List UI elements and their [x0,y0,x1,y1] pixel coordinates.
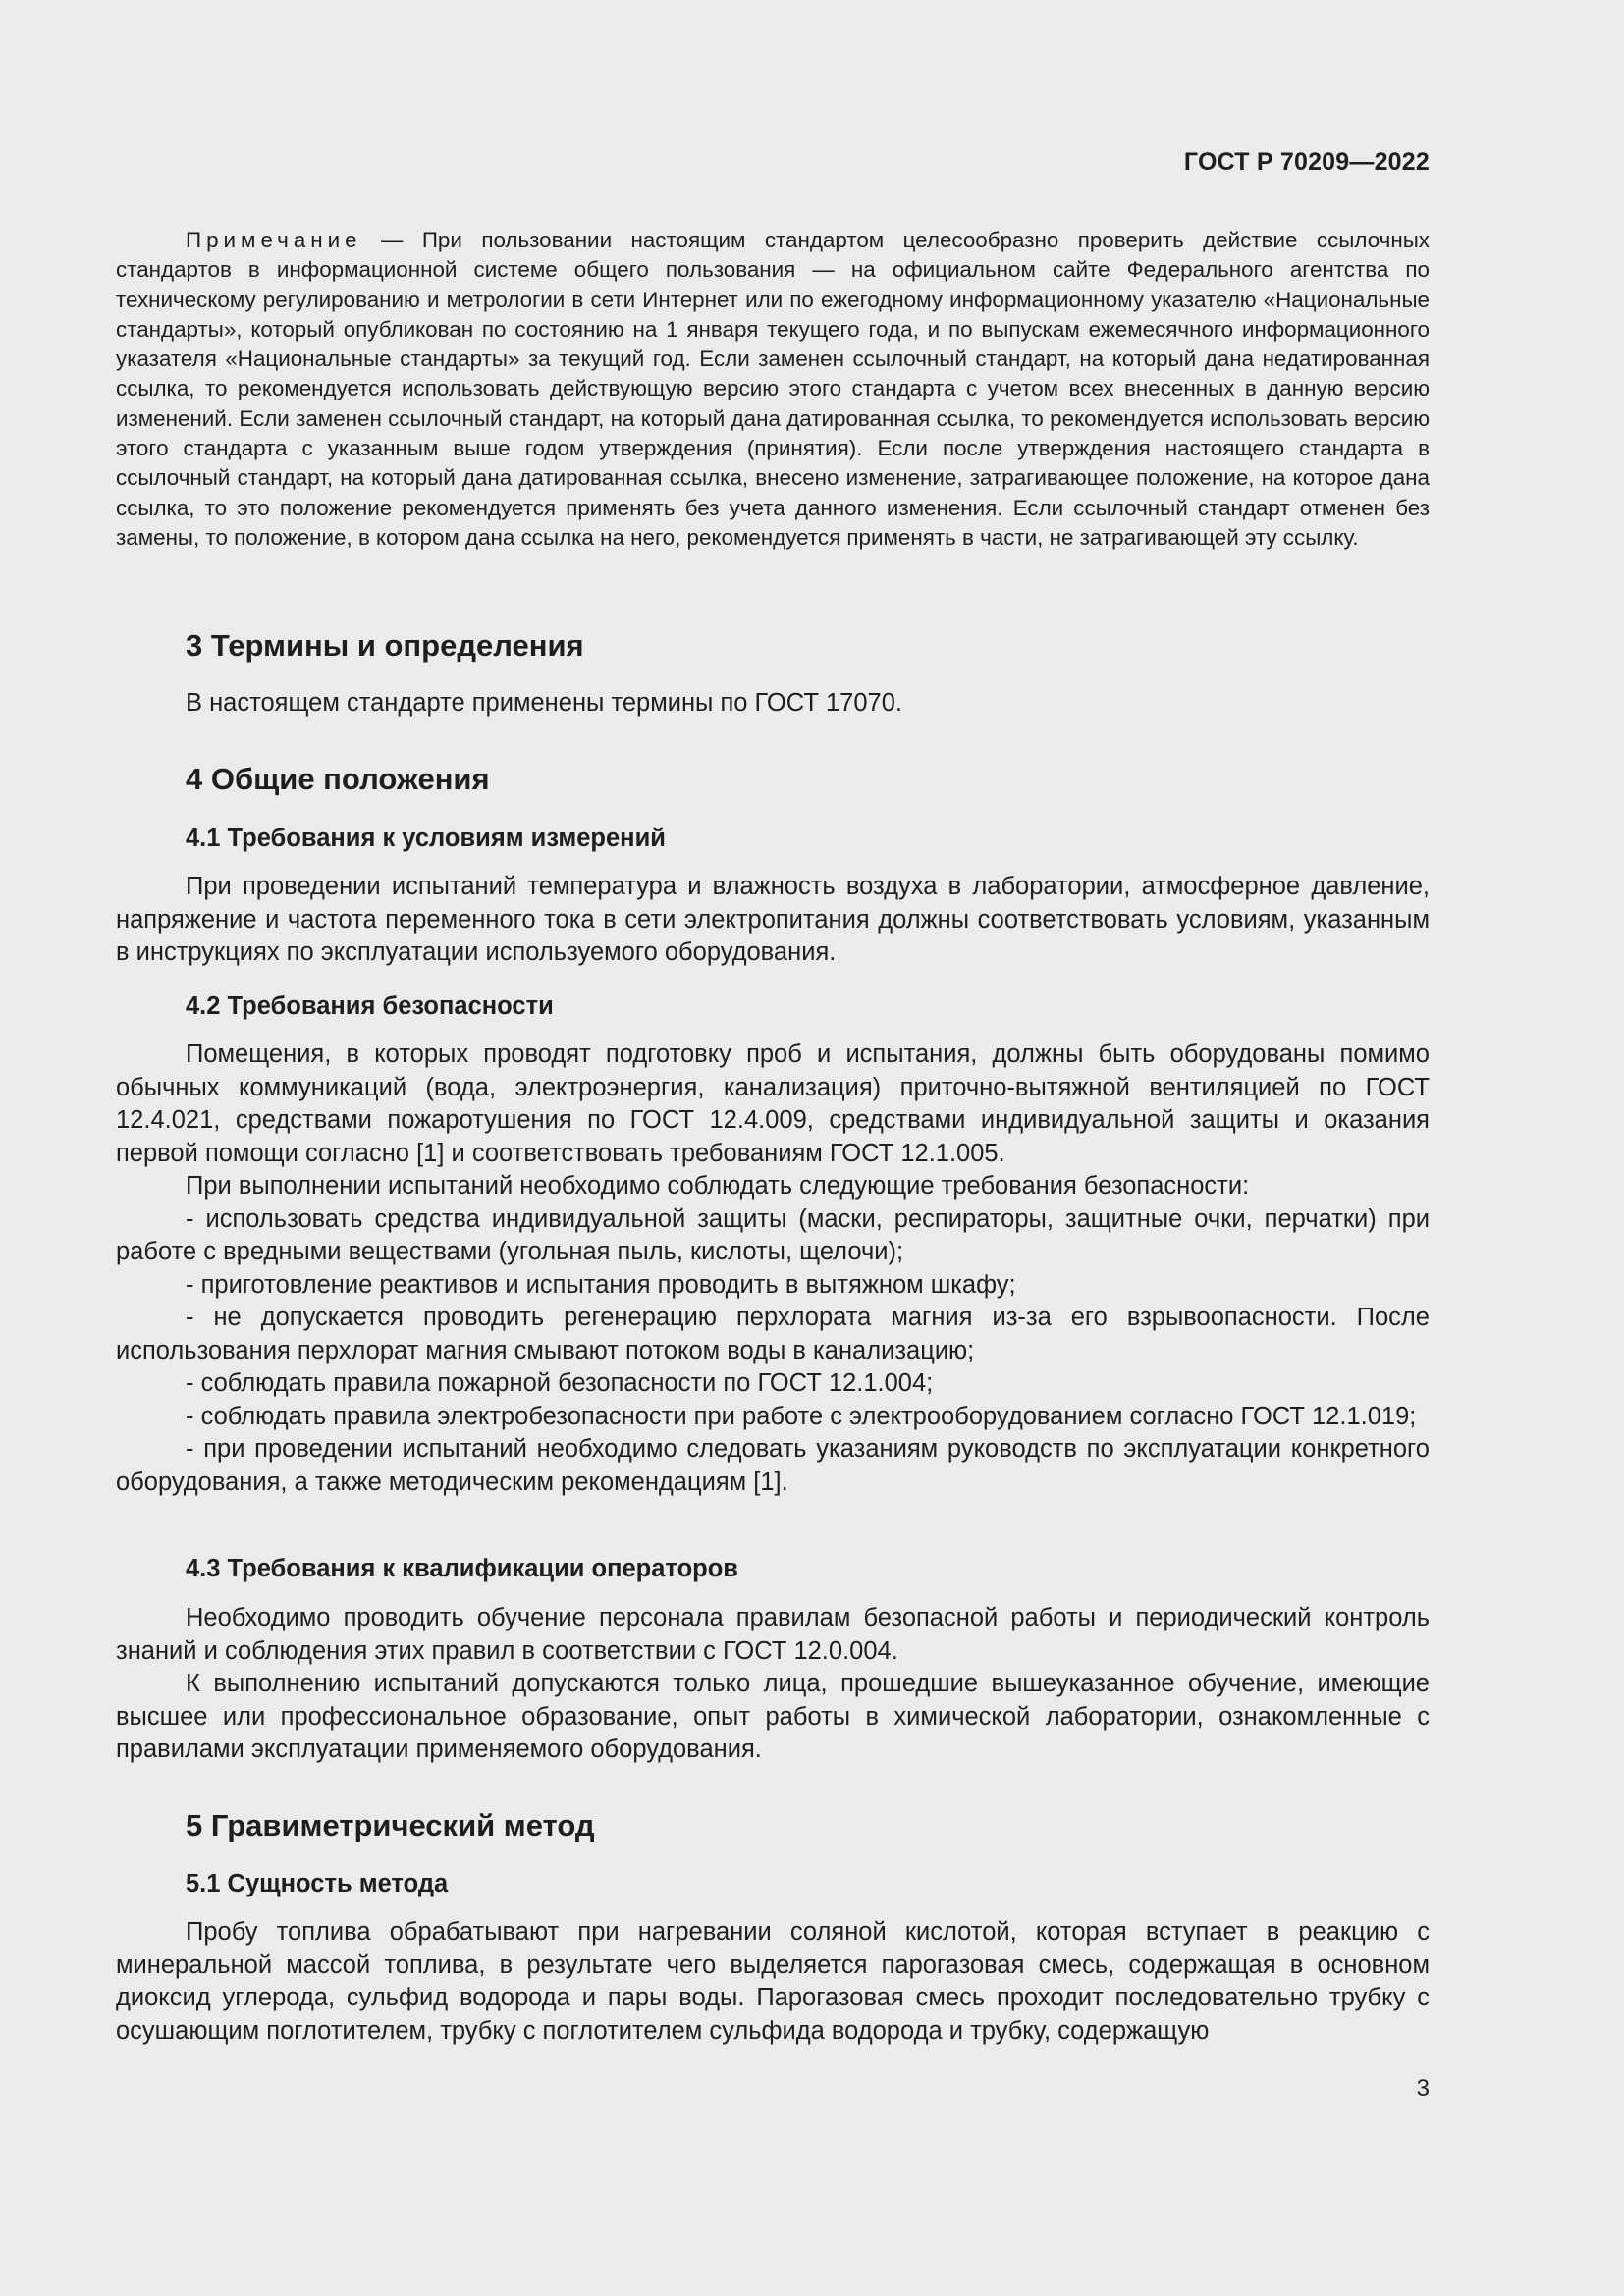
section-4-title: 4 Общие положения [186,762,490,796]
section-4-2-body [116,1039,1430,1499]
section-4-3-paragraph-1: Необходимо проводить обучение персонала правилам безопасной работы и периодический контроль знаний и соблюдения этих правил в соответствии с ГОСТ 12.0.004. [116,1604,1430,1665]
safety-list-item: - соблюдать правила пожарной безопасности по ГОСТ 12.1.004; [186,1369,934,1397]
document-code: ГОСТ Р 70209—2022 [1183,148,1430,176]
safety-list-item: - использовать средства индивидуальной защиты (маски, респираторы, защитные очки, перчатки) при работе с вредными веществами (угольная пыль, кислоты, щелочи); [116,1204,1430,1265]
section-4-3-title: 4.3 Требования к квалификации операторов [186,1555,738,1582]
note-text: — При пользовании настоящим стандартом целесообразно проверить действие ссылочных стандартов в информационной системе общего пользования — на официальном сайте Федерального агентства по техническому регулированию и метрологии в сети Интернет или по ежегодному информационному указателю «Национальные стандарты», который опубликован по состоянию на 1 января текущего года, и по выпускам ежемесячного информационного указателя «Национальные стандарты» за текущий год. Если заменен ссылочный стандарт, на который дана недатированная ссылка, то рекомендуется использовать действующую версию этого стандарта с учетом всех внесенных в данную версию изменений. Если заменен ссылочный стандарт, на который дана датированная ссылка, то рекомендуется использовать версию этого стандарта с указанным выше годом утверждения (принятия). Если после утверждения настоящего стандарта в ссылочный стандарт, на который дана датированная ссылка, внесено изменение, затрагивающее положение, на которое дана ссылка, то это положение рекомендуется применять без учета данного изменения. Если ссылочный стандарт отменен без замены, то положение, в котором дана ссылка на него, рекомендуется применять в части, не затрагивающей эту ссылку. [116,228,1430,550]
safety-list-item: - не допускается проводить регенерацию перхлората магния из-за его взрывоопасности. После использования перхлорат магния смывают потоком воды в канализацию; [116,1304,1430,1364]
section-4-2-paragraph-1: Помещения, в которых проводят подготовку проб и испытания, должны быть оборудованы помимо обычных коммуникаций (вода, электроэнергия, канализация) приточно-вытяжной вентиляцией по ГОСТ 12.4.021, средствами пожаротушения по ГОСТ 12.4.009, средствами индивидуальной защиты и оказания первой помощи согласно [1] и соответствовать требованиям ГОСТ 12.1.005. [116,1041,1430,1167]
section-3-paragraph: В настоящем стандарте применены термины по ГОСТ 17070. [186,689,902,717]
section-4-3-paragraph-2: К выполнению испытаний допускаются только лица, прошедшие вышеуказанное обучение, имеющие высшее или профессиональное образование, опыт работы в химической лаборатории, ознакомленные с правилами эксплуатации применяемого оборудования. [116,1670,1430,1763]
page-number: 3 [1416,2075,1430,2102]
section-4-3-body [116,1602,1430,1767]
section-4-2-title: 4.2 Требования безопасности [186,992,554,1020]
section-5-1-title: 5.1 Сущность метода [186,1870,449,1897]
note-lead: Примечание [186,228,362,252]
section-5-1-paragraph: Пробу топлива обрабатывают при нагревании соляной кислотой, которая вступает в реакцию с минеральной массой топлива, в результате чего выделяется парогазовая смесь, содержащая в основном диоксид углерода, сульфид водорода и пары воды. Парогазовая смесь проходит последовательно трубку с осушающим поглотителем, трубку с поглотителем сульфида водорода и трубку, содержащую [116,1918,1430,2045]
section-4-1-title: 4.1 Требования к условиям измерений [186,825,666,852]
reference-note [116,226,1430,553]
section-3-title: 3 Термины и определения [186,628,584,663]
safety-list-item: - приготовление реактивов и испытания проводить в вытяжном шкафу; [186,1270,1016,1299]
section-4-1-paragraph: При проведении испытаний температура и влажность воздуха в лаборатории, атмосферное давление, напряжение и частота переменного тока в сети электропитания должны соответствовать условиям, указанным в инструкциях по эксплуатации используемого оборудования. [116,873,1430,966]
section-5-title: 5 Гравиметрический метод [186,1808,595,1842]
safety-list-item: - соблюдать правила электробезопасности при работе с электрооборудованием согласно ГОСТ 12.1.019; [186,1402,1417,1430]
safety-list-item: - при проведении испытаний необходимо следовать указаниям руководств по эксплуатации конкретного оборудования, а также методическим рекомендациям [1]. [116,1435,1430,1496]
section-4-2-paragraph-2: При выполнении испытаний необходимо соблюдать следующие требования безопасности: [186,1172,1250,1200]
